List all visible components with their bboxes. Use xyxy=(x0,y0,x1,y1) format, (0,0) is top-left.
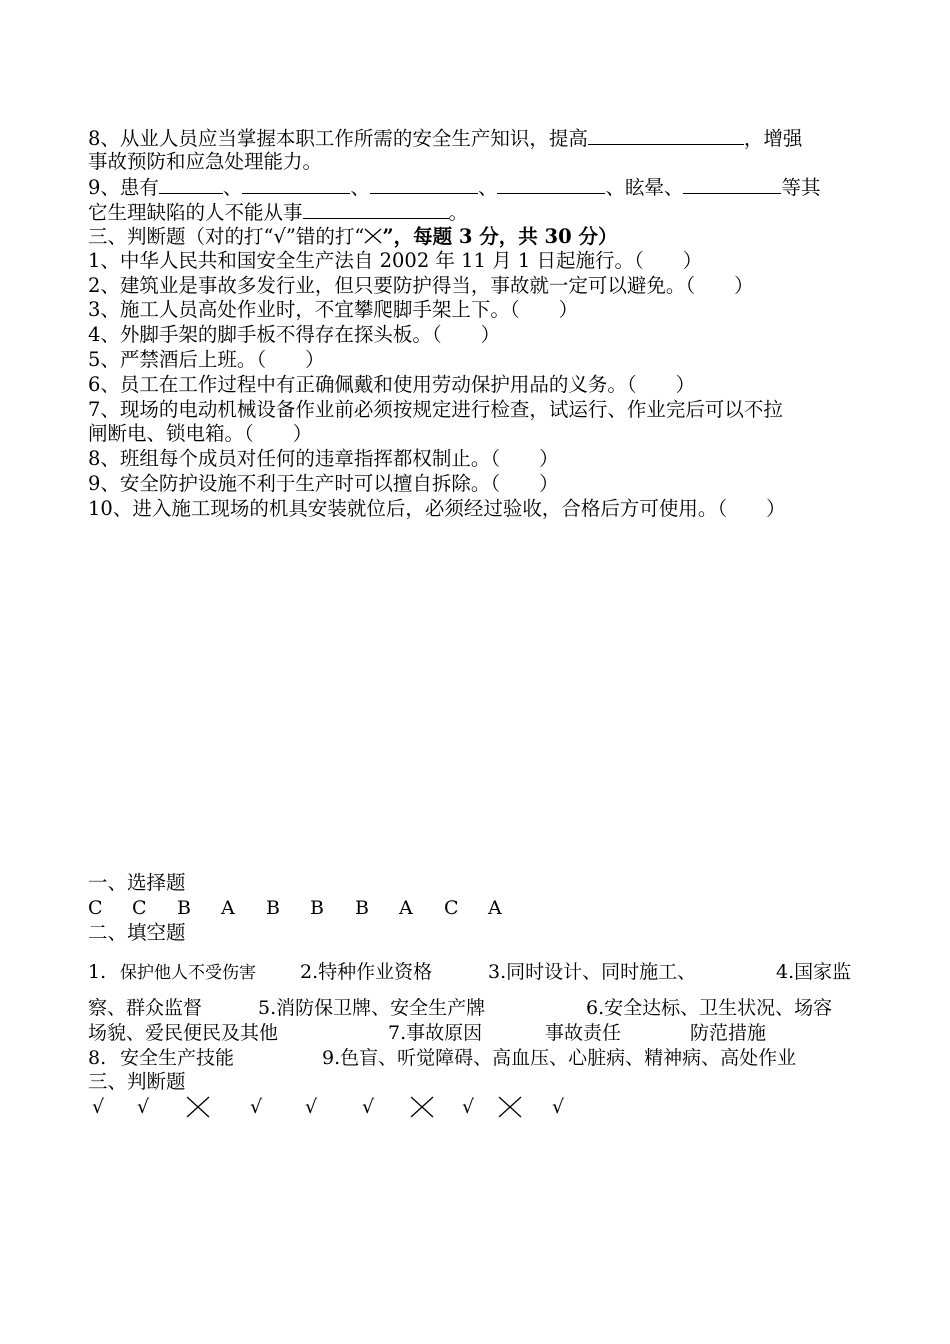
question-text: 等其 xyxy=(781,176,821,199)
fill-answer: 9.色盲、听觉障碍、高血压、心脏病、精神病、高处作业 xyxy=(322,1047,797,1069)
judge-item: 闸断电、锁电箱。（ ） xyxy=(88,422,313,445)
check-mark-icon: √ xyxy=(250,1096,263,1118)
judge-item: 7、现场的电动机械设备作业前必须按规定进行检查，试运行、作业完后可以不拉 xyxy=(88,398,783,421)
fill-question-9 xyxy=(88,175,821,200)
cross-mark-icon xyxy=(186,1095,210,1119)
fill-answer: 3.同时设计、同时施工、 xyxy=(488,961,697,983)
fill-answer: 8. xyxy=(88,1047,107,1069)
judge-item: 8、班组每个成员对任何的违章指挥都权制止。（ ） xyxy=(88,447,559,470)
judge-item: 1、中华人民共和国安全生产法自 2002 年 11 月 1 日起施行。（ ） xyxy=(88,249,703,272)
judge-item: 2、建筑业是事故多发行业，但只要防护得当，事故就一定可以避免。（ ） xyxy=(88,274,754,297)
fill-answer: 场貌、爱民便民及其他 xyxy=(88,1022,279,1044)
fill-question-8-cont xyxy=(88,150,322,174)
choice-answer: C xyxy=(88,897,103,919)
separator: 、 xyxy=(477,176,498,199)
question-text: 。 xyxy=(448,201,469,224)
judge-section-heading xyxy=(88,225,617,249)
fill-question-8 xyxy=(88,126,802,151)
cross-mark-icon xyxy=(498,1095,522,1119)
question-text: 、眩晕、 xyxy=(605,176,684,199)
answer-fill-heading: 二、填空题 xyxy=(88,921,186,944)
cross-mark-icon xyxy=(364,227,382,245)
answer-blank[interactable] xyxy=(370,175,478,194)
fill-answer: 5.消防保卫牌、安全生产牌 xyxy=(258,997,486,1019)
fill-answer: 1. xyxy=(88,961,107,983)
answer-choice-heading: 一、选择题 xyxy=(88,871,186,894)
judge-item: 5、严禁酒后上班。（ ） xyxy=(88,348,325,371)
choice-answer: B xyxy=(177,897,191,919)
question-text: 9、患有 xyxy=(88,176,159,199)
heading-text: 三、判断题（对的打“ xyxy=(88,225,274,248)
answer-blank[interactable] xyxy=(159,175,223,194)
answer-judge-heading: 三、判断题 xyxy=(88,1070,186,1093)
check-mark-icon: √ xyxy=(137,1096,150,1118)
choice-answer: B xyxy=(355,897,369,919)
question-text: 事故预防和应急处理能力。 xyxy=(88,150,323,173)
fill-answer: 6.安全达标、卫生状况、场容 xyxy=(586,997,833,1019)
question-text: 8、从业人员应当掌握本职工作所需的安全生产知识，提高 xyxy=(88,127,588,150)
answer-blank[interactable] xyxy=(683,175,781,194)
check-mark-icon: √ xyxy=(305,1096,318,1118)
choice-answer: A xyxy=(488,897,502,919)
choice-answer: B xyxy=(310,897,324,919)
fill-answer: 4.国家监 xyxy=(776,961,852,983)
fill-answer: 2.特种作业资格 xyxy=(300,961,433,983)
choice-answer: C xyxy=(444,897,459,919)
fill-answer: 安全生产技能 xyxy=(120,1047,235,1069)
choice-answer: C xyxy=(132,897,147,919)
answer-blank[interactable] xyxy=(303,200,449,219)
check-mark-icon: √ xyxy=(462,1096,475,1118)
cross-mark-icon xyxy=(410,1095,434,1119)
judge-item: 10、进入施工现场的机具安装就位后，必须经过验收，合格后方可使用。（ ） xyxy=(88,497,786,520)
separator: 、 xyxy=(350,176,370,199)
separator: 、 xyxy=(222,176,243,199)
check-mark-icon: √ xyxy=(362,1096,375,1118)
question-text: 它生理缺陷的人不能从事 xyxy=(88,201,303,224)
fill-answer: 察、群众监督 xyxy=(88,997,203,1019)
judge-item: 4、外脚手架的脚手板不得存在探头板。（ ） xyxy=(88,323,501,346)
fill-answer: 防范措施 xyxy=(690,1022,767,1044)
fill-answer: 7.事故原因 xyxy=(388,1022,483,1044)
check-mark-icon: √ xyxy=(92,1096,105,1118)
check-mark-icon: √ xyxy=(552,1096,565,1118)
fill-answer: 保护他人不受伤害 xyxy=(120,963,256,983)
fill-question-9-cont xyxy=(88,200,468,225)
choice-answer: A xyxy=(221,897,235,919)
heading-text: ”，每题 3 分，共 30 分） xyxy=(382,225,618,248)
answer-blank[interactable] xyxy=(497,175,605,194)
answer-blank[interactable] xyxy=(588,126,744,145)
choice-answer: A xyxy=(399,897,413,919)
judge-item: 3、施工人员高处作业时，不宜攀爬脚手架上下。（ ） xyxy=(88,298,579,321)
question-text: ，增强 xyxy=(743,127,803,150)
judge-item: 6、员工在工作过程中有正确佩戴和使用劳动保护用品的义务。（ ） xyxy=(88,373,696,396)
heading-text: ”错的打“ xyxy=(285,225,365,248)
choice-answer: B xyxy=(266,897,280,919)
check-mark-icon: √ xyxy=(273,225,286,248)
fill-answer: 事故责任 xyxy=(545,1022,622,1044)
answer-blank[interactable] xyxy=(242,175,350,194)
judge-item: 9、安全防护设施不利于生产时可以擅自拆除。（ ） xyxy=(88,472,559,495)
